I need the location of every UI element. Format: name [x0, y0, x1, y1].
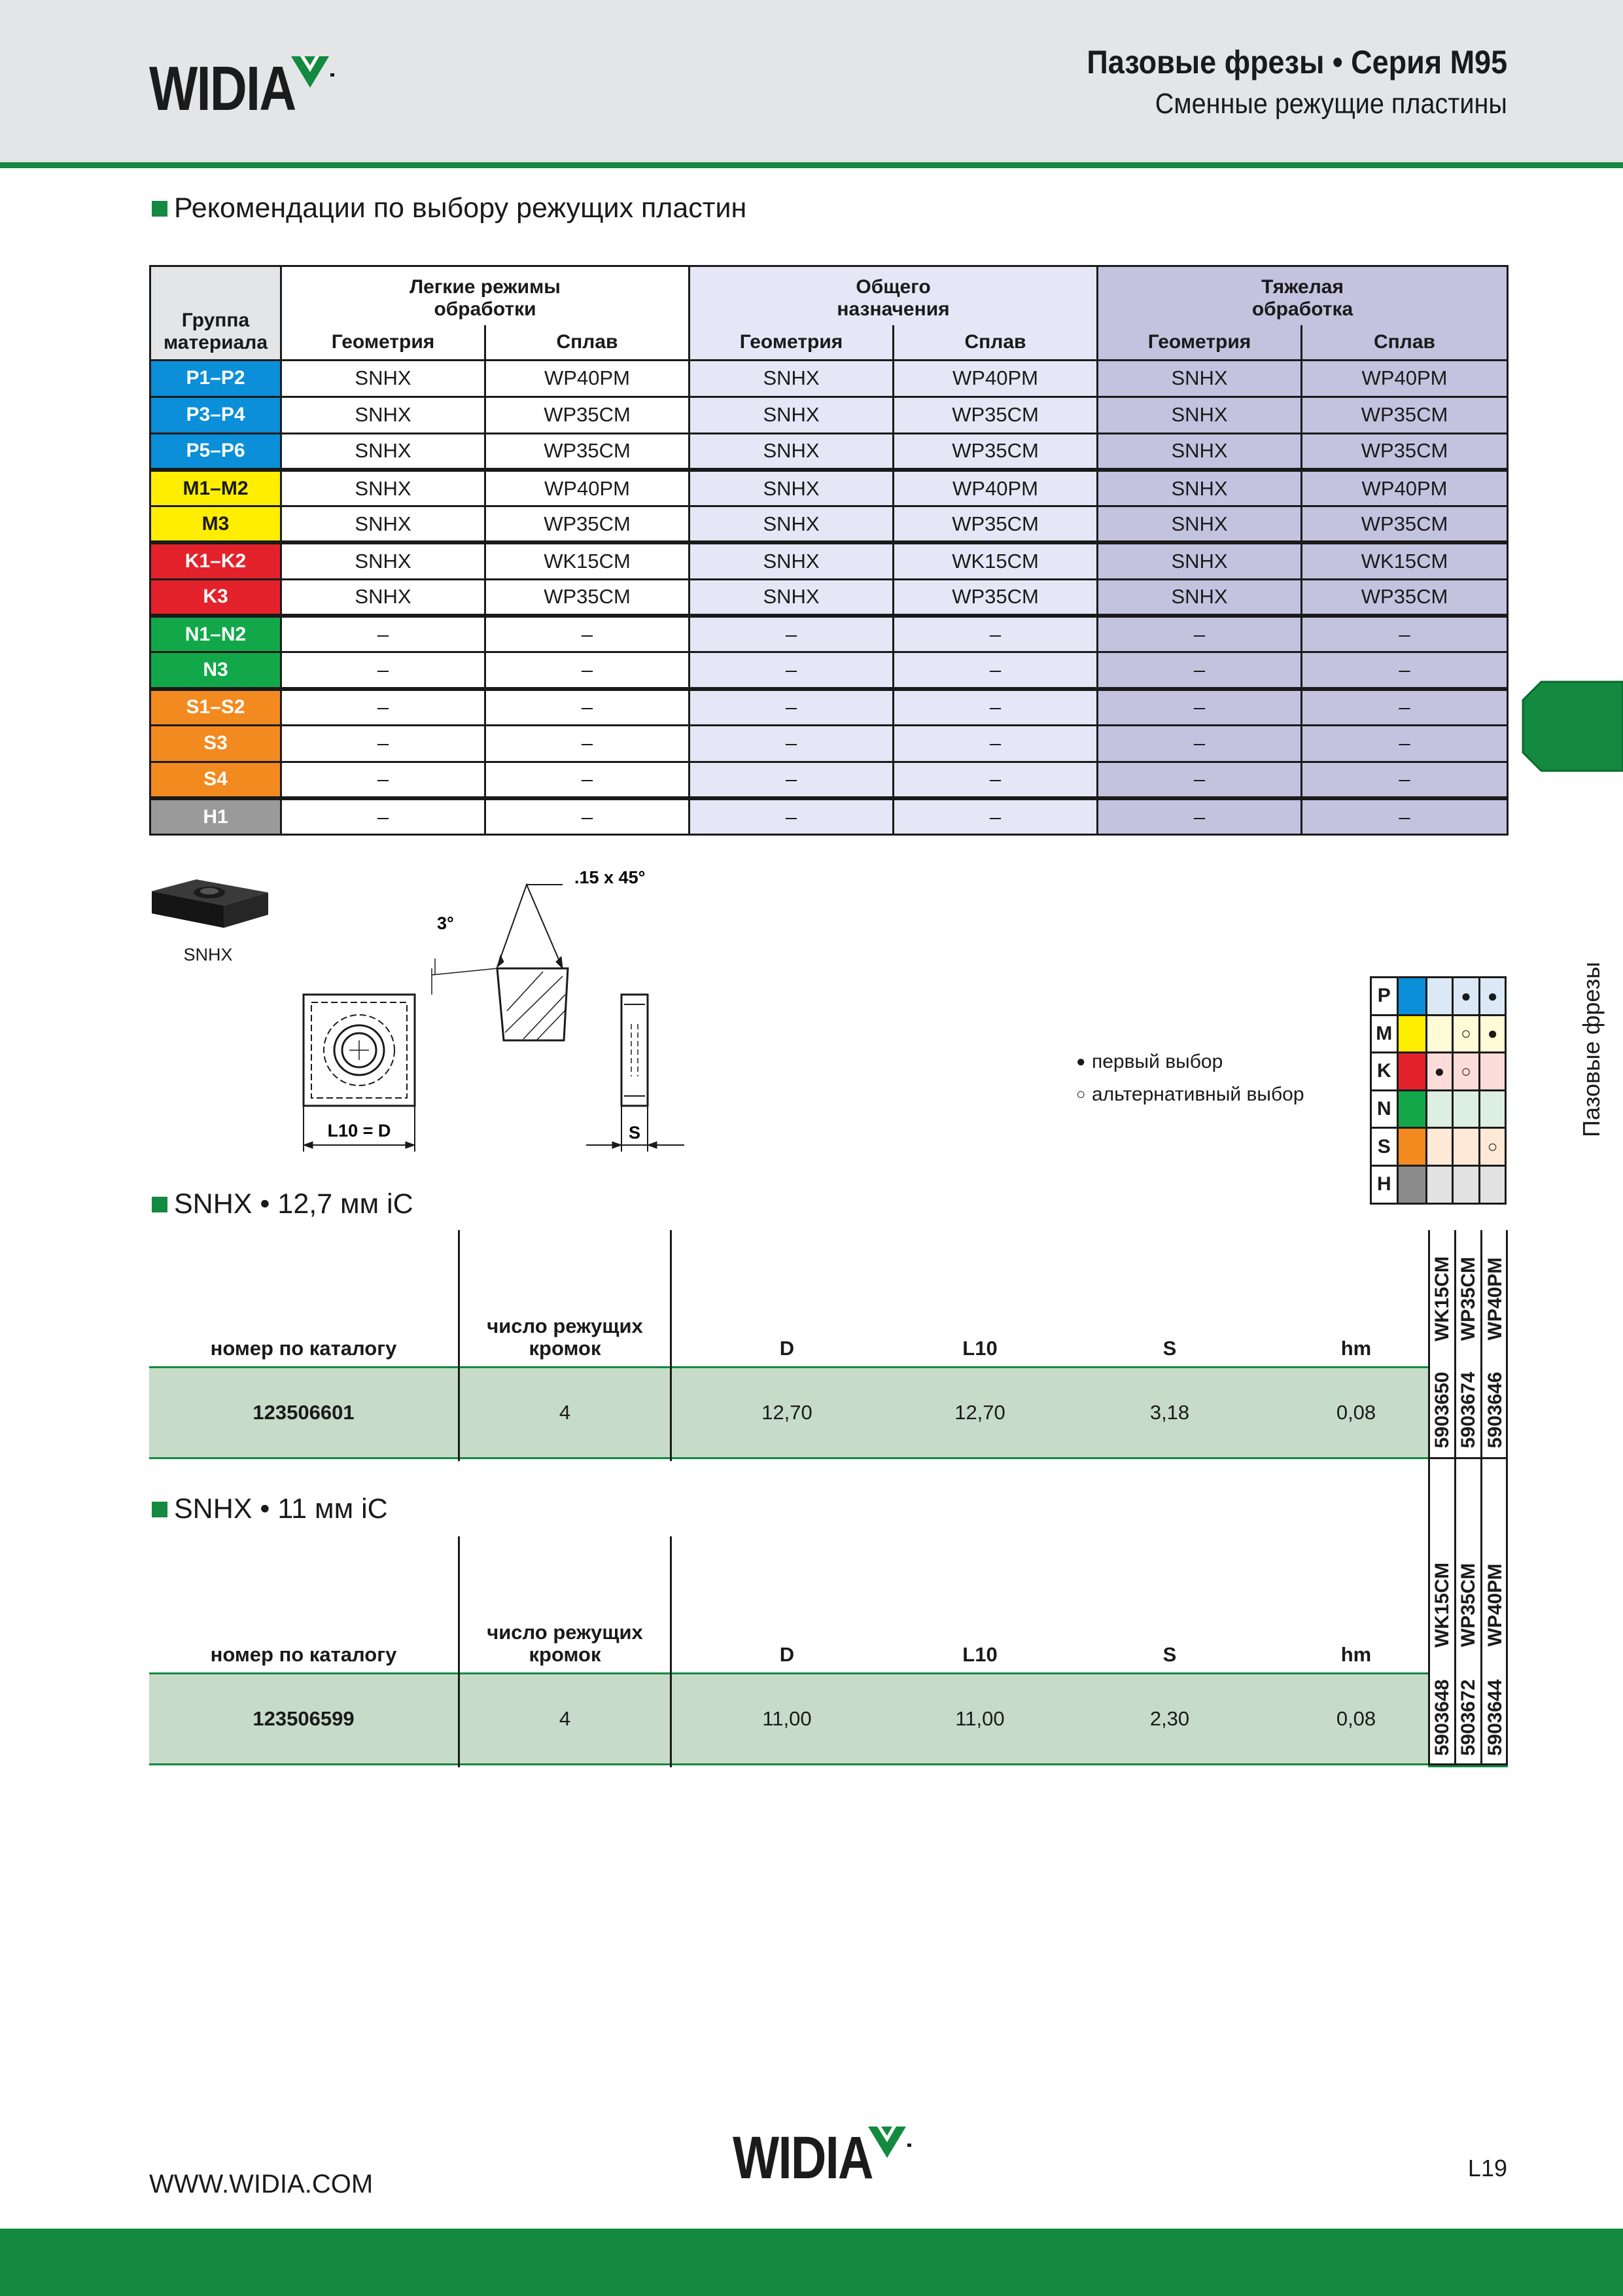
- geometry-cell: SNHX: [689, 542, 894, 579]
- grid-mark: [1426, 1090, 1453, 1128]
- geometry-cell: –: [281, 689, 485, 726]
- product-2-title: SNHX • 11 мм iC: [152, 1493, 388, 1525]
- grid-mark: [1426, 1015, 1453, 1053]
- compat-grid: [1370, 976, 1507, 1205]
- grid-color-swatch: [1397, 1053, 1426, 1091]
- footer-bar: [0, 2229, 1623, 2296]
- alloy-cell: –: [894, 652, 1098, 689]
- material-group: H1: [150, 798, 281, 835]
- grid-mark: [1426, 978, 1453, 1016]
- grid-color-swatch: [1397, 978, 1426, 1016]
- grid-row: [1371, 1090, 1506, 1128]
- table-row: [150, 397, 1508, 433]
- chamfer-label: .15 x 45°: [574, 868, 646, 887]
- geometry-cell: SNHX: [281, 433, 485, 470]
- grid-mark: [1479, 1090, 1506, 1128]
- widia-logo[interactable]: [149, 54, 334, 124]
- grade-codes-1: [1428, 1230, 1508, 1459]
- grid-letter: M: [1371, 1015, 1398, 1053]
- material-group: M3: [150, 506, 281, 543]
- alloy-cell: WP40PM: [894, 470, 1098, 506]
- table-row: [150, 652, 1508, 689]
- header-divider: [0, 162, 1623, 168]
- grade-code: 5903644: [1484, 1679, 1506, 1756]
- geometry-cell: SNHX: [281, 361, 485, 397]
- grade-code: 5903648: [1431, 1679, 1453, 1756]
- recommendations-title: Рекомендации по выбору режущих пластин: [152, 192, 746, 224]
- grade-code: 5903674: [1457, 1371, 1479, 1449]
- alloy-cell: WP40PM: [1302, 470, 1508, 506]
- material-group: P1–P2: [150, 361, 281, 397]
- geometry-cell: SNHX: [1098, 361, 1302, 397]
- subheader-geometry: Геометрия: [1098, 325, 1302, 361]
- value-d: 11,00: [762, 1707, 812, 1730]
- value-l10: 12,70: [954, 1401, 1005, 1424]
- value-hm: 0,08: [1336, 1401, 1376, 1424]
- value-l10: 11,00: [955, 1707, 1005, 1730]
- grid-mark: [1426, 1128, 1453, 1166]
- grid-row: [1371, 978, 1506, 1016]
- angle-label: 3°: [437, 913, 454, 933]
- grade-label: WK15CM: [1431, 1256, 1453, 1342]
- grid-mark: ○: [1453, 1015, 1480, 1053]
- alloy-cell: WP35CM: [1302, 506, 1508, 543]
- table-row: [150, 616, 1508, 652]
- alloy-cell: –: [485, 725, 689, 762]
- value-d: 12,70: [761, 1401, 812, 1424]
- grid-mark: ●: [1479, 1015, 1506, 1053]
- geometry-cell: SNHX: [689, 397, 894, 433]
- table-row: [150, 689, 1508, 726]
- subheader-alloy: Сплав: [1302, 325, 1508, 361]
- alloy-cell: WP40PM: [485, 470, 689, 506]
- section-bullet: [152, 201, 167, 217]
- grid-row: [1371, 1165, 1506, 1203]
- geometry-cell: –: [281, 725, 485, 762]
- alloy-cell: –: [485, 798, 689, 835]
- alloy-cell: WK15CM: [485, 542, 689, 579]
- product-1-title: SNHX • 12,7 мм iC: [152, 1188, 413, 1220]
- subheader-alloy: Сплав: [485, 325, 689, 361]
- grade-code: 5903646: [1484, 1371, 1506, 1449]
- grade-label: WP40PM: [1484, 1563, 1506, 1647]
- insert-name: SNHX: [183, 945, 233, 964]
- l10-label: L10 = D: [327, 1121, 391, 1140]
- grade-codes-2: [1428, 1459, 1508, 1765]
- alloy-cell: WP35CM: [894, 579, 1098, 616]
- alloy-cell: –: [485, 616, 689, 652]
- section-bullet: [152, 1502, 167, 1517]
- header-catalog: номер по каталогу: [210, 1643, 397, 1666]
- geometry-cell: –: [281, 762, 485, 798]
- alloy-cell: WK15CM: [894, 542, 1098, 579]
- geometry-cell: SNHX: [1098, 397, 1302, 433]
- grid-mark: [1453, 1165, 1480, 1203]
- insert-side-view: [432, 885, 568, 1040]
- mode-header-light: Легкие режимы обработки: [281, 266, 689, 325]
- grid-mark: ●: [1426, 1053, 1453, 1091]
- geometry-cell: SNHX: [689, 506, 894, 543]
- alloy-cell: WP35CM: [485, 506, 689, 543]
- table-row: [150, 725, 1508, 762]
- subheader-geometry: Геометрия: [281, 325, 485, 361]
- grid-mark: [1479, 1165, 1506, 1203]
- value-s: 2,30: [1149, 1707, 1190, 1730]
- geometry-cell: –: [1098, 725, 1302, 762]
- header-l10: L10: [962, 1643, 998, 1666]
- side-tab[interactable]: [1522, 680, 1623, 772]
- alloy-cell: WP35CM: [485, 579, 689, 616]
- geometry-cell: –: [1098, 762, 1302, 798]
- geometry-cell: –: [689, 725, 894, 762]
- geometry-cell: SNHX: [1098, 542, 1302, 579]
- alloy-cell: –: [1302, 725, 1508, 762]
- mode-header-general: Общего назначения: [689, 266, 1098, 325]
- geometry-cell: –: [1098, 798, 1302, 835]
- alloy-cell: WP35CM: [1302, 397, 1508, 433]
- product-table-1: [149, 1230, 1428, 1459]
- insert-drawing: [0, 864, 720, 1171]
- recommendation-table: [149, 265, 1509, 836]
- material-group: P3–P4: [150, 397, 281, 433]
- logo-wordmark: WIDIA: [149, 54, 296, 124]
- edges-count: 4: [559, 1401, 571, 1424]
- geometry-cell: SNHX: [1098, 433, 1302, 470]
- geometry-cell: SNHX: [281, 579, 485, 616]
- grid-color-swatch: [1397, 1015, 1426, 1053]
- table-row: [150, 542, 1508, 579]
- geometry-cell: SNHX: [281, 506, 485, 543]
- alloy-cell: –: [894, 798, 1098, 835]
- page-title: Пазовые фрезы • Серия M95: [1087, 44, 1507, 80]
- geometry-cell: SNHX: [689, 433, 894, 470]
- group-header: Группа материала: [150, 266, 281, 361]
- grid-mark: ●: [1479, 978, 1506, 1016]
- grid-color-swatch: [1397, 1128, 1426, 1166]
- geometry-cell: SNHX: [689, 361, 894, 397]
- geometry-cell: SNHX: [281, 470, 485, 506]
- grid-mark: ○: [1479, 1128, 1506, 1166]
- header-d: D: [779, 1337, 795, 1360]
- catalog-number: 123506601: [253, 1401, 355, 1424]
- geometry-cell: SNHX: [689, 579, 894, 616]
- geometry-cell: SNHX: [1098, 579, 1302, 616]
- table-row[interactable]: [149, 1366, 1428, 1459]
- section-bullet: [152, 1197, 167, 1212]
- geometry-cell: SNHX: [281, 397, 485, 433]
- alloy-cell: WP35CM: [485, 433, 689, 470]
- material-group: K1–K2: [150, 542, 281, 579]
- material-group: S1–S2: [150, 689, 281, 726]
- material-group: M1–M2: [150, 470, 281, 506]
- geometry-cell: –: [689, 798, 894, 835]
- geometry-cell: –: [1098, 616, 1302, 652]
- page-number: L19: [1467, 2155, 1507, 2181]
- grid-mark: ●: [1453, 978, 1480, 1016]
- s-label: S: [628, 1123, 641, 1142]
- geometry-cell: –: [281, 798, 485, 835]
- material-group: K3: [150, 579, 281, 616]
- product-table-2: [149, 1536, 1428, 1765]
- geometry-cell: SNHX: [281, 542, 485, 579]
- material-group: S4: [150, 762, 281, 798]
- footer-logo-wordmark: WIDIA: [733, 2125, 873, 2191]
- subheader-alloy: Сплав: [894, 325, 1098, 361]
- table-row: [150, 798, 1508, 835]
- subheader-geometry: Геометрия: [689, 325, 894, 361]
- alloy-cell: –: [485, 652, 689, 689]
- geometry-cell: SNHX: [1098, 506, 1302, 543]
- alloy-cell: WP35CM: [1302, 579, 1508, 616]
- table-row: [150, 470, 1508, 506]
- grade-label: WP35CM: [1457, 1256, 1479, 1341]
- grid-mark: [1479, 1053, 1506, 1091]
- grid-letter: P: [1371, 978, 1398, 1016]
- geometry-cell: –: [1098, 689, 1302, 726]
- alloy-cell: WP35CM: [894, 506, 1098, 543]
- table-row[interactable]: [149, 1672, 1428, 1765]
- alloy-cell: –: [894, 616, 1098, 652]
- grid-row: [1371, 1053, 1506, 1091]
- header-hm: hm: [1340, 1643, 1372, 1666]
- geometry-cell: –: [281, 652, 485, 689]
- grade-label: WK15CM: [1431, 1562, 1453, 1648]
- grid-row: [1371, 1015, 1506, 1053]
- footer-logo[interactable]: [733, 2125, 911, 2191]
- alloy-cell: WP40PM: [894, 361, 1098, 397]
- geometry-cell: SNHX: [1098, 470, 1302, 506]
- grid-mark: [1453, 1090, 1480, 1128]
- value-s: 3,18: [1149, 1401, 1190, 1424]
- geometry-cell: –: [281, 616, 485, 652]
- material-group: P5–P6: [150, 433, 281, 470]
- grid-letter: N: [1371, 1090, 1398, 1128]
- table-row: [150, 506, 1508, 543]
- grid-letter: K: [1371, 1053, 1398, 1091]
- alloy-cell: –: [485, 689, 689, 726]
- alloy-cell: –: [1302, 616, 1508, 652]
- alloy-cell: WK15CM: [1302, 542, 1508, 579]
- header-hm: hm: [1340, 1337, 1372, 1360]
- grid-mark: ○: [1453, 1053, 1480, 1091]
- alloy-cell: –: [1302, 652, 1508, 689]
- header-edges: число режущих кромок: [487, 1621, 643, 1666]
- page-subtitle: Сменные режущие пластины: [1155, 88, 1507, 120]
- grade-code: 5903650: [1431, 1371, 1453, 1449]
- table-row: [150, 762, 1508, 798]
- alloy-cell: WP35CM: [485, 397, 689, 433]
- alloy-cell: WP40PM: [485, 361, 689, 397]
- material-group: N1–N2: [150, 616, 281, 652]
- header-s: S: [1162, 1337, 1177, 1360]
- legend-first-choice: ● первый выбор: [1076, 1051, 1223, 1072]
- alloy-cell: –: [1302, 762, 1508, 798]
- geometry-cell: –: [689, 762, 894, 798]
- grid-letter: S: [1371, 1128, 1398, 1166]
- alloy-cell: WP35CM: [894, 397, 1098, 433]
- table-row: [150, 579, 1508, 616]
- grade-label: WP35CM: [1457, 1563, 1479, 1648]
- codes-divider: [1428, 1765, 1508, 1767]
- legend-alternative: ○ альтернативный выбор: [1076, 1084, 1304, 1105]
- header-catalog: номер по каталогу: [210, 1337, 397, 1360]
- grid-row: [1371, 1128, 1506, 1166]
- material-group: S3: [150, 725, 281, 762]
- header-l10: L10: [962, 1337, 998, 1360]
- grade-label: WP40PM: [1484, 1257, 1506, 1341]
- table-row: [150, 361, 1508, 397]
- material-group: N3: [150, 652, 281, 689]
- grid-mark: [1453, 1128, 1480, 1166]
- catalog-number: 123506599: [253, 1707, 355, 1730]
- alloy-cell: –: [1302, 798, 1508, 835]
- footer-url[interactable]: WWW.WIDIA.COM: [149, 2170, 374, 2199]
- grade-code: 5903672: [1457, 1679, 1479, 1756]
- geometry-cell: –: [689, 652, 894, 689]
- value-hm: 0,08: [1336, 1707, 1376, 1730]
- geometry-cell: –: [689, 689, 894, 726]
- geometry-cell: –: [1098, 652, 1302, 689]
- alloy-cell: –: [894, 725, 1098, 762]
- header-d: D: [779, 1643, 795, 1666]
- alloy-cell: –: [894, 762, 1098, 798]
- alloy-cell: –: [485, 762, 689, 798]
- insert-photo: [152, 879, 268, 928]
- header-s: S: [1162, 1643, 1177, 1666]
- geometry-cell: –: [689, 616, 894, 652]
- edges-count: 4: [559, 1707, 571, 1730]
- grid-mark: [1426, 1165, 1453, 1203]
- alloy-cell: WP40PM: [1302, 361, 1508, 397]
- header-edges: число режущих кромок: [487, 1315, 643, 1360]
- alloy-cell: –: [1302, 689, 1508, 726]
- table-row: [150, 433, 1508, 470]
- grid-color-swatch: [1397, 1165, 1426, 1203]
- alloy-cell: –: [894, 689, 1098, 726]
- grid-letter: H: [1371, 1165, 1398, 1203]
- mode-header-heavy: Тяжелая обработка: [1098, 266, 1508, 325]
- alloy-cell: WP35CM: [894, 433, 1098, 470]
- alloy-cell: WP35CM: [1302, 433, 1508, 470]
- legend: [1076, 1046, 1304, 1111]
- geometry-cell: SNHX: [689, 470, 894, 506]
- grid-color-swatch: [1397, 1090, 1426, 1128]
